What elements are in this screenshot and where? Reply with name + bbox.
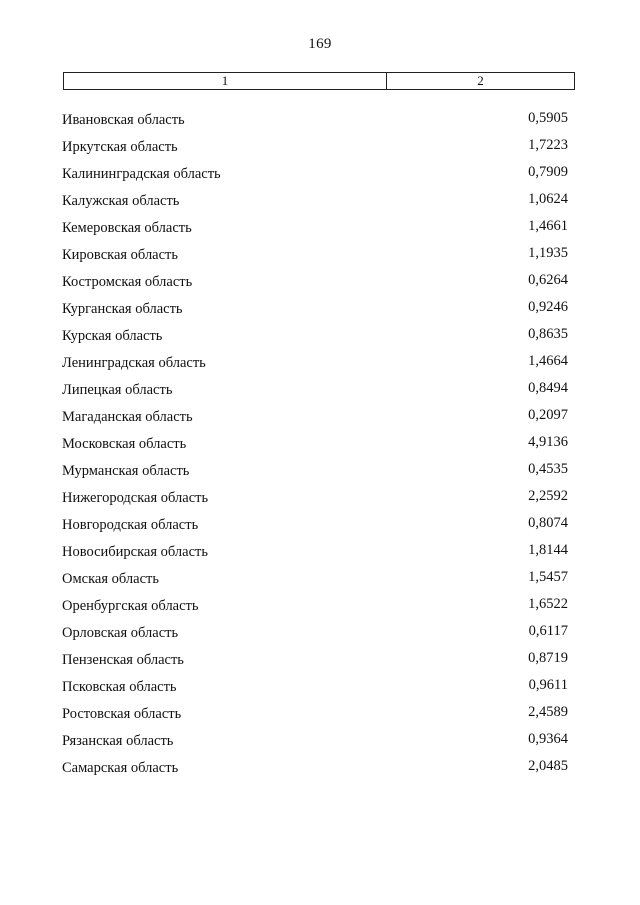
coefficient-value: 2,4589 [528, 704, 568, 720]
table-row [0, 512, 640, 539]
table-row [0, 161, 640, 188]
column-header-1: 1 [64, 73, 387, 89]
table-row [0, 377, 640, 404]
column-header-2: 2 [477, 73, 484, 88]
region-name: Самарская область [62, 760, 179, 776]
table-row [0, 674, 640, 701]
coefficient-value: 1,5457 [528, 569, 568, 585]
table-row [0, 458, 640, 485]
coefficient-value: 0,8719 [528, 650, 568, 666]
region-name: Новгородская область [62, 517, 199, 533]
coefficient-value: 0,9611 [528, 677, 568, 693]
table-row [0, 593, 640, 620]
region-name: Калужская область [62, 193, 180, 209]
coefficient-value: 0,7909 [528, 164, 568, 180]
table-row [0, 620, 640, 647]
region-name: Омская область [62, 571, 159, 587]
coefficient-value: 0,5905 [528, 110, 568, 126]
coefficient-value: 2,2592 [528, 488, 568, 504]
region-name: Калининградская область [62, 166, 221, 182]
coefficient-value: 0,4535 [528, 461, 568, 477]
table-row [0, 566, 640, 593]
coefficient-value: 1,4664 [528, 353, 568, 369]
coefficient-value: 0,2097 [528, 407, 568, 423]
table-row [0, 296, 640, 323]
coefficient-value: 4,9136 [528, 434, 568, 450]
region-coefficient-list [0, 107, 640, 782]
region-name: Липецкая область [62, 382, 173, 398]
table-row [0, 485, 640, 512]
coefficient-value: 0,8635 [528, 326, 568, 342]
region-name: Курская область [62, 328, 163, 344]
region-name: Кемеровская область [62, 220, 192, 236]
region-name: Пензенская область [62, 652, 184, 668]
region-name: Кировская область [62, 247, 179, 263]
region-name: Мурманская область [62, 463, 190, 479]
column-header-table [63, 72, 575, 90]
region-name: Ивановская область [62, 112, 185, 128]
table-row [0, 323, 640, 350]
table-row [0, 728, 640, 755]
coefficient-value: 0,6264 [528, 272, 568, 288]
coefficient-value: 0,9364 [528, 731, 568, 747]
table-row [0, 242, 640, 269]
table-row [0, 701, 640, 728]
coefficient-value: 1,1935 [528, 245, 568, 261]
region-name: Курганская область [62, 301, 183, 317]
coefficient-value: 1,6522 [528, 596, 568, 612]
coefficient-value: 1,4661 [528, 218, 568, 234]
table-row [0, 350, 640, 377]
region-name: Новосибирская область [62, 544, 208, 560]
coefficient-value: 0,6117 [528, 623, 568, 639]
region-name: Орловская область [62, 625, 179, 641]
table-row [0, 539, 640, 566]
table-row [0, 647, 640, 674]
region-name: Нижегородская область [62, 490, 209, 506]
region-name: Ростовская область [62, 706, 182, 722]
region-name: Иркутская область [62, 139, 178, 155]
coefficient-value: 1,8144 [528, 542, 568, 558]
page-number: 169 [308, 36, 332, 52]
table-row [0, 107, 640, 134]
table-row [0, 404, 640, 431]
region-name: Оренбургская область [62, 598, 199, 614]
coefficient-value: 2,0485 [528, 758, 568, 774]
table-row [0, 215, 640, 242]
coefficient-value: 1,7223 [528, 137, 568, 153]
table-row [0, 134, 640, 161]
table-row [0, 188, 640, 215]
coefficient-value: 0,9246 [528, 299, 568, 315]
region-name: Костромская область [62, 274, 193, 290]
table-row [0, 755, 640, 782]
region-name: Магаданская область [62, 409, 193, 425]
table-row [0, 269, 640, 296]
coefficient-value: 0,8074 [528, 515, 568, 531]
region-name: Ленинградская область [62, 355, 206, 371]
region-name: Псковская область [62, 679, 177, 695]
region-name: Рязанская область [62, 733, 174, 749]
coefficient-value: 0,8494 [528, 380, 568, 396]
coefficient-value: 1,0624 [528, 191, 568, 207]
region-name: Московская область [62, 436, 187, 452]
table-row [0, 431, 640, 458]
